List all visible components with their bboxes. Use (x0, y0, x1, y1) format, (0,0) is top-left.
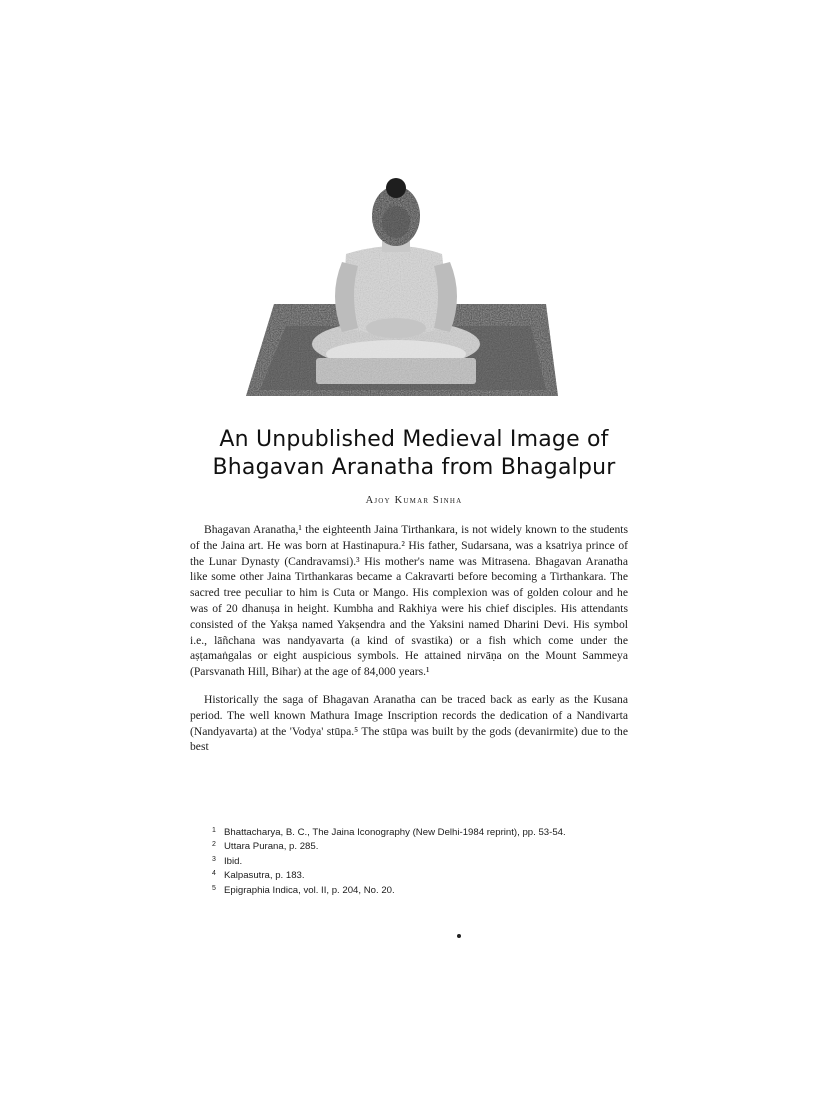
article-title (150, 426, 678, 482)
footnotes (212, 826, 632, 898)
footnote (212, 869, 632, 883)
ink-speck (457, 934, 461, 938)
footnote-number: 4 (212, 870, 216, 878)
footnote-text: Epigraphia Indica, vol. II, p. 204, No. 20. (224, 884, 395, 896)
footnote-text: Uttara Purana, p. 285. (224, 841, 319, 853)
paragraph: Historically the saga of Bhagavan Aranatha can be traced back as early as the Kusana period. The well known Mathura Image Inscription records the dedication of a Nandivarta (Nandyavarta) at the 'Vodya' stūpa.⁵ The stūpa was built by the gods (devanirmite) due to the best (190, 692, 628, 754)
paragraph: Bhagavan Aranatha,¹ the eighteenth Jaina Tirthankara, is not widely known to the students of the Jaina art. He was born at Hastinapura.² His father, Sudarsana, was a ksatriya prince of the Lunar Dynasty (Candravamsi).³ His mother's name was Mitrasena. Bhagavan Aranatha like some other Jaina Tirthankaras became a Cakravarti before becoming a Tirthankara. The sacred tree peculiar to him is Cuta or Mango. His complexion was of golden colour and he was of 20 dhanuṣa in height. Kumbha and Rakhiya were his chief disciples. His attendants consisted of the Yakṣa named Yakṣendra and the Yaksini named Dharini Devi. His symbol i.e., lāñchana was nandyavarta (a kind of svastika) or a fish which come under the aṣṭamaṅgalas or eight auspicious symbols. He attained nirvāṇa on the Mount Sammeya (Parsvanath Hill, Bihar) at the age of 84,000 years.¹ (190, 523, 628, 679)
article-body (190, 522, 628, 755)
title-line-1: An Unpublished Medieval Image of (219, 427, 609, 452)
footnote (212, 884, 632, 898)
footnote-number: 2 (212, 841, 216, 849)
footnote-number: 1 (212, 827, 216, 834)
title-line-2: Bhagavan Aranatha from Bhagalpur (212, 455, 616, 480)
footnote-number: 5 (212, 884, 216, 892)
footnote-text: Kalpasutra, p. 183. (224, 870, 305, 882)
tirthankara-statue-photo (246, 176, 558, 398)
footnote-text: Ibid. (224, 855, 243, 867)
author-name: Ajoy Kumar Sinha (365, 495, 463, 506)
footnote (212, 855, 632, 869)
footnote-text: Bhattacharya, B. C., The Jaina Iconography (New Delhi-1984 reprint), pp. 53-54. (224, 827, 566, 838)
footnote (212, 840, 632, 854)
footnote (212, 826, 632, 840)
statue-photo (246, 176, 558, 398)
footnote-number: 3 (212, 855, 216, 863)
